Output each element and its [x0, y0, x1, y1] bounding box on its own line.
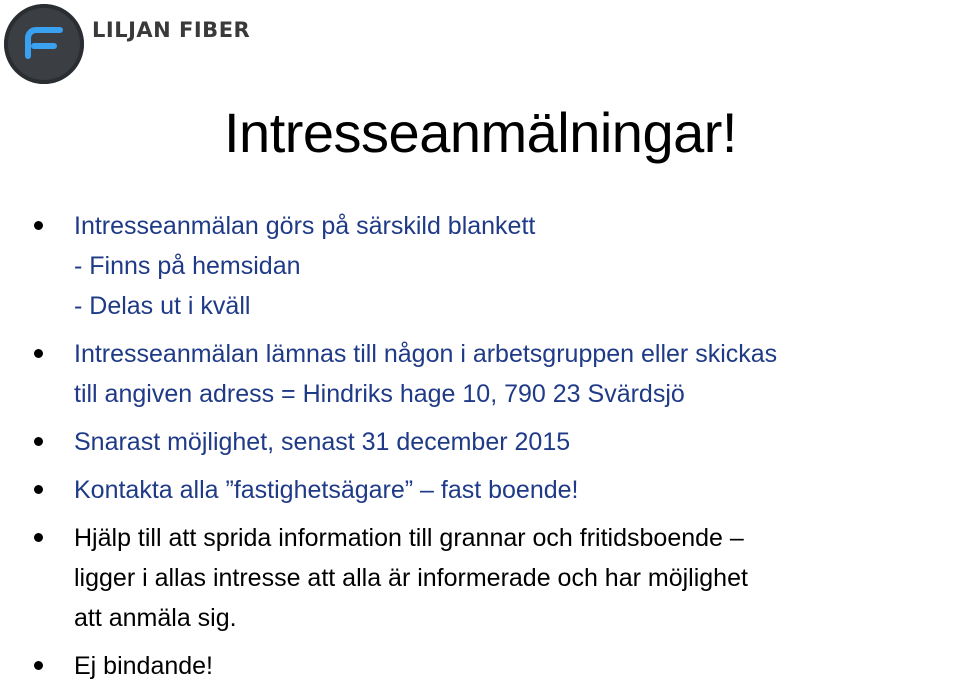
company-logo: [4, 4, 250, 84]
bullet-item: [0, 646, 777, 686]
bullet-line: - Finns på hemsidan: [74, 252, 301, 280]
bullet-dot-icon: [34, 437, 43, 446]
bullet-dot-icon: [34, 485, 43, 494]
bullet-item: [0, 422, 777, 462]
bullet-dot-icon: [34, 661, 43, 670]
bullet-item: [0, 518, 777, 638]
brand-name: LILJAN FIBER: [92, 18, 251, 42]
bullet-line: Kontakta alla ”fastighetsägare” – fast boende!: [74, 476, 579, 504]
bullet-line: Intresseanmälan lämnas till någon i arbetsgruppen eller skickas: [74, 340, 778, 368]
bullet-dot-icon: [34, 533, 43, 542]
fiber-f-logo-icon: [4, 4, 84, 84]
bullet-line: Intresseanmälan görs på särskild blankett: [74, 212, 536, 240]
bullet-item: [0, 470, 777, 510]
bullet-dot-icon: [34, 349, 43, 358]
bullet-line: Ej bindande!: [74, 652, 214, 680]
bullet-item: [0, 206, 777, 326]
bullet-line: ligger i allas intresse att alla är informerade och har möjlighet: [74, 564, 748, 592]
bullet-line: Hjälp till att sprida information till grannar och fritidsboende –: [74, 524, 744, 552]
bullet-line: - Delas ut i kväll: [74, 292, 251, 320]
bullet-list: [0, 206, 777, 694]
slide-title: Intresseanmälningar!: [224, 101, 737, 164]
bullet-line: att anmäla sig.: [74, 604, 237, 632]
bullet-line: till angiven adress = Hindriks hage 10, 790 23 Svärdsjö: [74, 380, 685, 408]
bullet-line: Snarast möjlighet, senast 31 december 2015: [74, 428, 571, 456]
bullet-dot-icon: [34, 221, 43, 230]
bullet-item: [0, 334, 777, 414]
